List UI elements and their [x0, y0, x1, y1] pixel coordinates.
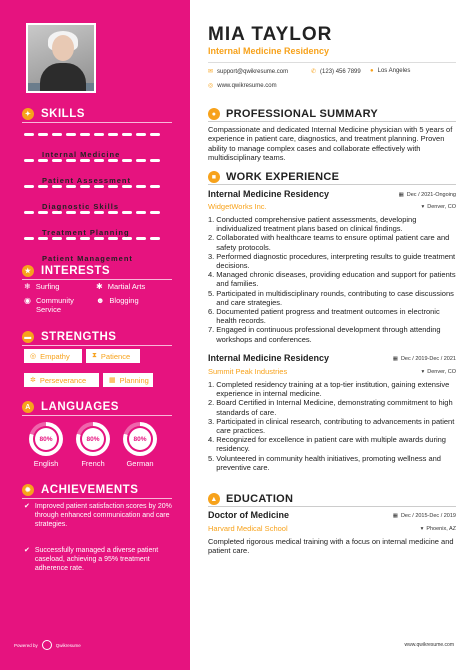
- location-icon: ●: [370, 68, 374, 74]
- dumbbell-icon: ▬: [22, 331, 34, 343]
- job-location: ▾ Denver, CO: [421, 369, 456, 375]
- skill-level-dots: [24, 185, 174, 188]
- language-item: 80% English: [26, 422, 66, 468]
- language-progress-ring: 80%: [29, 422, 63, 456]
- language-icon: A: [22, 401, 34, 413]
- eye-icon: ◎: [30, 353, 37, 360]
- education-heading: ▲ EDUCATION: [208, 493, 293, 505]
- sidebar: [0, 0, 190, 670]
- group-icon: ☻: [96, 296, 105, 305]
- email[interactable]: ✉ support@qwikresume.com: [208, 68, 289, 75]
- profile-photo: [26, 23, 96, 93]
- strength-badge: ✲ Perseverance: [24, 373, 99, 387]
- list-item: 6. Documented patient progress and treatment outcomes in electronic health records.: [208, 307, 440, 326]
- job-dates: ▦ Dec / 2021-Ongoing: [398, 192, 456, 198]
- list-item: 3. Participated in clinical research, contributing to advancements in patient care practices.: [208, 416, 455, 436]
- job-bullets: [208, 215, 460, 344]
- powered-by: Powered by Qwikresume: [14, 640, 81, 650]
- check-icon: ✔: [24, 503, 30, 510]
- pin-icon: ▾: [421, 204, 425, 210]
- strengths-heading: ▬ STRENGTHS: [22, 331, 116, 343]
- divider: [208, 62, 456, 63]
- skill-level-dots: [24, 133, 174, 136]
- languages-heading: A LANGUAGES: [22, 401, 119, 413]
- strength-badge: ⧗ Patience: [86, 349, 140, 363]
- list-item: 1. Conducted comprehensive patient assessments, developing individualized treatment plans based on clinical findings.: [208, 215, 417, 234]
- skill-item: Patient Management: [24, 230, 174, 240]
- skill-level-dots: [24, 237, 174, 240]
- job-dates: ▦ Dec / 2019-Dec / 2021: [392, 356, 456, 362]
- interest-item: ✱ Martial Arts: [96, 282, 146, 291]
- interests-heading: ★ INTERESTS: [22, 265, 110, 277]
- strength-badge: ◎ Empathy: [24, 349, 82, 363]
- hourglass-icon: ⧗: [92, 352, 97, 359]
- achievements-heading: ✹ ACHIEVEMENTS: [22, 484, 138, 496]
- pin-icon: ▾: [420, 526, 424, 532]
- language-progress-ring: 80%: [76, 422, 110, 456]
- job-location: ▾ Denver, CO: [421, 204, 456, 210]
- job-title: Internal Medicine Residency: [208, 353, 330, 363]
- skill-item: Internal Medicine: [24, 126, 174, 136]
- qwikresume-logo-icon: [42, 640, 52, 650]
- graduation-cap-icon: ▲: [208, 493, 220, 505]
- calendar-icon: ▦: [392, 356, 398, 362]
- list-item: 4. Recognized for excellence in patient care with multiple awards during residency.: [208, 435, 446, 454]
- phone: ✆ (123) 456 7899: [311, 68, 361, 75]
- check-icon: ✔: [24, 547, 30, 554]
- job-title: Internal Medicine Residency: [208, 189, 330, 199]
- main-content: [190, 0, 474, 670]
- sun-icon: ✹: [22, 484, 34, 496]
- skill-item: Treatment Planning: [24, 204, 174, 214]
- briefcase-icon: ■: [208, 171, 220, 183]
- snowflake-icon: ❄: [24, 282, 31, 291]
- achievement-item: ✔ Successfully managed a diverse patient caseload, achieving a 95% treatment adherence rate.: [24, 547, 159, 572]
- list-item: 4. Managed chronic diseases, providing education and support for patients and families.: [208, 270, 456, 289]
- candidate-title: Internal Medicine Residency: [208, 46, 330, 56]
- language-item: 80% German: [120, 422, 160, 468]
- skill-level-dots: [24, 211, 174, 214]
- divider: [22, 415, 172, 416]
- divider: [22, 498, 172, 499]
- calendar-icon: ▦: [392, 513, 398, 519]
- interest-item: ◉ Community Service: [24, 296, 74, 314]
- divider: [208, 506, 456, 507]
- people-icon: ✱: [96, 282, 103, 291]
- skills-heading: ✦ SKILLS: [22, 108, 85, 120]
- mail-icon: ✉: [208, 69, 214, 75]
- website[interactable]: ◎ www.qwikresume.com: [208, 82, 277, 89]
- skill-item: Diagnostic Skills: [24, 178, 174, 188]
- school-name: Harvard Medical School: [208, 524, 288, 533]
- list-item: 3. Performed diagnostic procedures, interpreting results to guide treatment decisions.: [208, 251, 456, 271]
- list-item: 2. Board Certified in Internal Medicine, demonstrating commitment to high standards of care.: [208, 398, 453, 417]
- interest-item: ❄ Surfing: [24, 282, 60, 291]
- footer-url[interactable]: www.qwikresume.com: [404, 642, 454, 648]
- divider: [22, 279, 172, 280]
- degree-title: Doctor of Medicine: [208, 510, 290, 520]
- summary-heading: ● PROFESSIONAL SUMMARY: [208, 108, 378, 120]
- language-progress-ring: 80%: [123, 422, 157, 456]
- list-item: 5. Volunteered in community health initiatives, promoting wellness and preventive care.: [208, 453, 441, 472]
- bulb-icon: ✦: [22, 108, 34, 120]
- company-name: Summit Peak Industries: [208, 367, 288, 376]
- education-text: Completed rigorous medical training with a focus on internal medicine and patient care.: [208, 537, 454, 556]
- list-item: 1. Completed residency training at a top-tier institution, gaining extensive experience in internal medicine.: [208, 380, 450, 399]
- calendar-icon: ▦: [398, 192, 404, 198]
- skill-item: Patient Assessment: [24, 152, 174, 162]
- interest-item: ☻ Blogging: [96, 296, 139, 305]
- people-icon: ✲: [30, 377, 36, 384]
- globe-icon: ◉: [24, 296, 31, 305]
- phone-icon: ✆: [311, 69, 317, 75]
- achievement-item: ✔ Improved patient satisfaction scores by 20% through enhanced communication and care strategies.: [24, 503, 172, 528]
- pin-icon: ▾: [421, 369, 425, 375]
- calendar-icon: ▦: [109, 377, 116, 384]
- education-location: ▾ Phoenix, AZ: [420, 526, 456, 532]
- strength-badge: ▦ Planning: [103, 373, 153, 387]
- divider: [22, 345, 172, 346]
- education-dates: ▦ Dec / 2015-Dec / 2019: [392, 513, 456, 519]
- user-icon: ●: [208, 108, 220, 120]
- globe-icon: ◎: [208, 83, 214, 89]
- experience-heading: ■ WORK EXPERIENCE: [208, 171, 339, 183]
- job-bullets: [208, 380, 460, 472]
- star-icon: ★: [22, 265, 34, 277]
- location: ● Los Angeles: [370, 68, 411, 74]
- candidate-name: MIA TAYLOR: [208, 24, 333, 45]
- divider: [208, 184, 456, 185]
- divider: [22, 122, 172, 123]
- list-item: 5. Participated in multidisciplinary rounds, contributing to case discussions and care strategies.: [208, 288, 454, 307]
- summary-text: Compassionate and dedicated Internal Medicine physician with 5 years of experience in patient care, diagnostics, and treatment planning. Proven ability to manage complex cases and collaborate effectively with multidisciplinary teams.: [208, 125, 453, 162]
- list-item: 7. Engaged in continuous professional development through attending workshops and conferences.: [208, 325, 441, 344]
- divider: [208, 121, 456, 122]
- list-item: 2. Collaborated with healthcare teams to ensure optimal patient care and safety protocols.: [208, 233, 450, 252]
- company-name: WidgetWorks Inc.: [208, 202, 267, 211]
- skill-level-dots: [24, 159, 174, 162]
- language-item: 80% French: [73, 422, 113, 468]
